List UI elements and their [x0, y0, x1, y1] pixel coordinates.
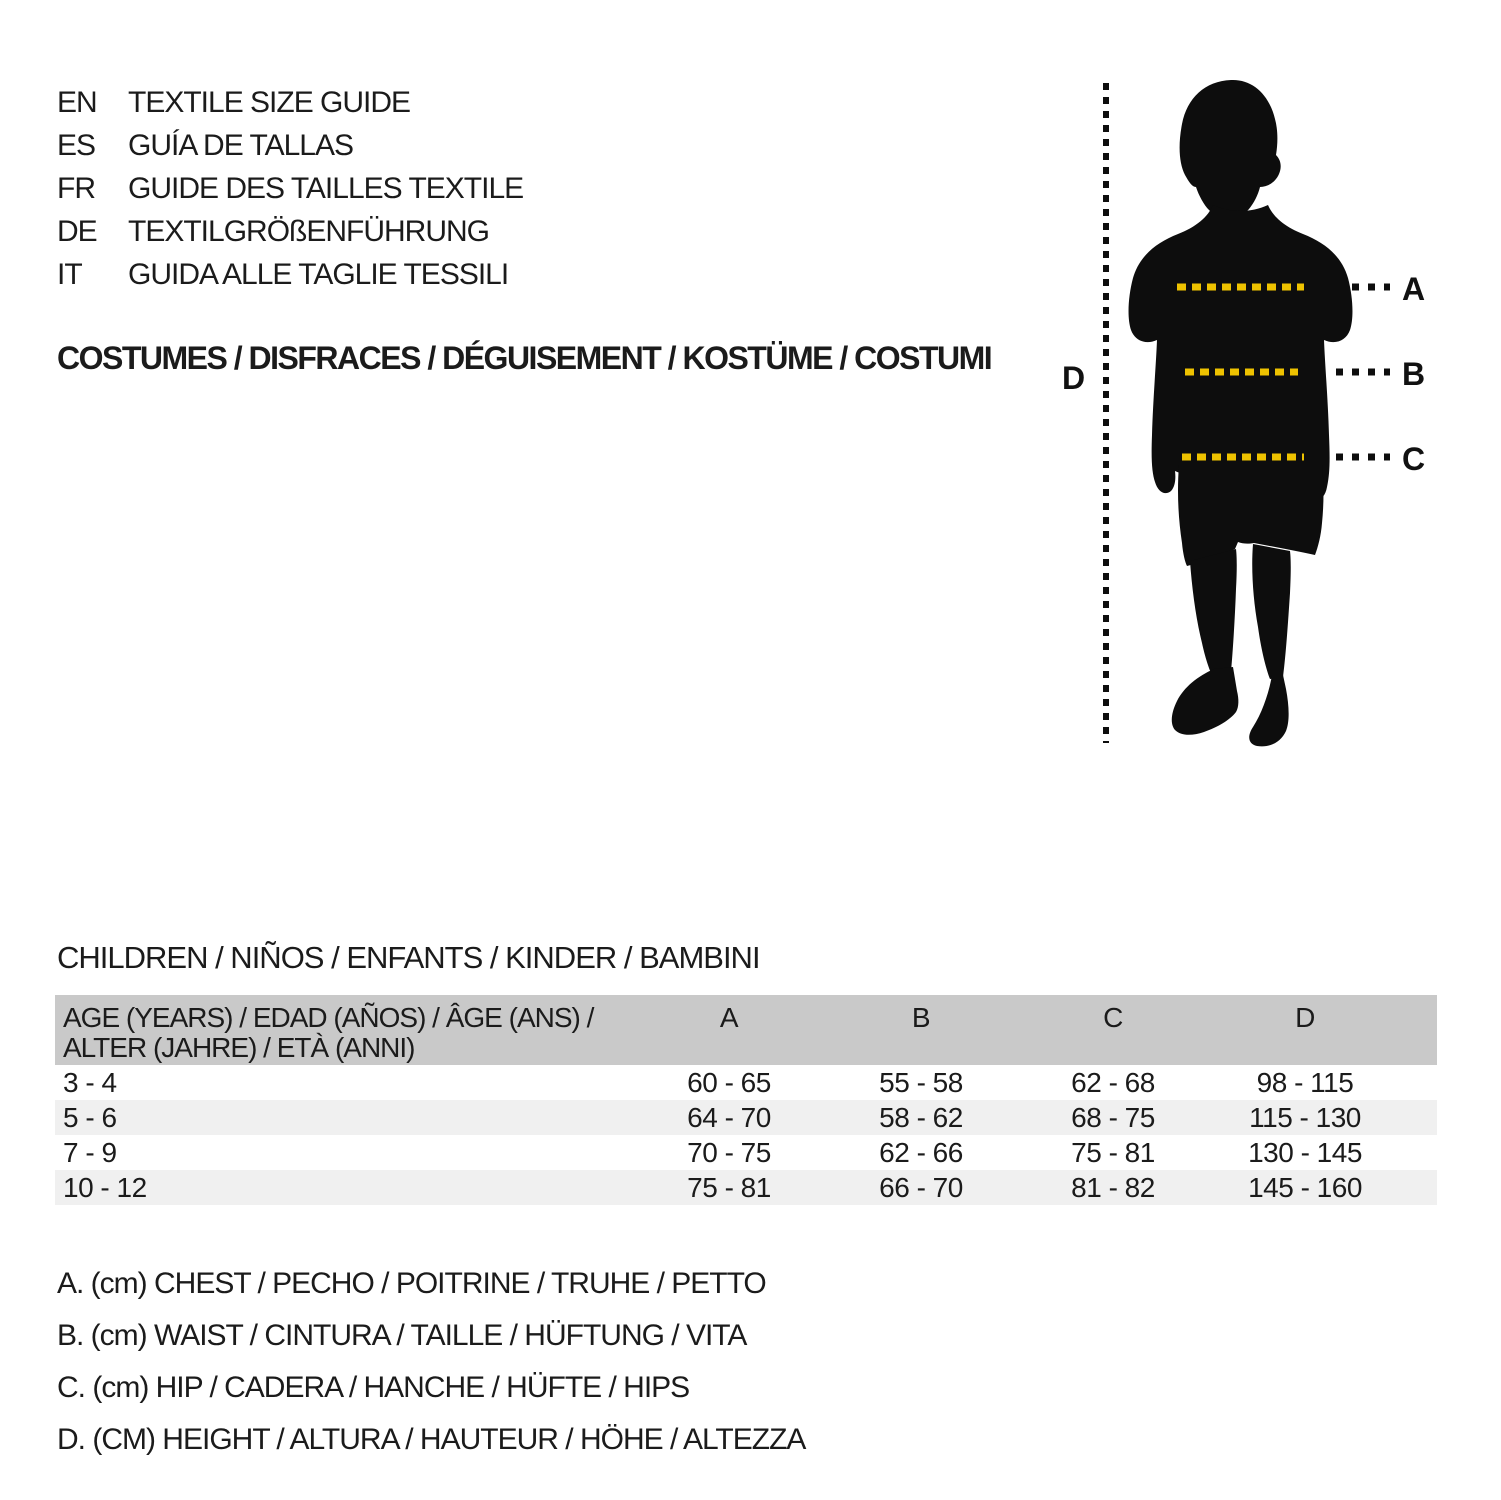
- label-c: C: [1402, 441, 1426, 477]
- language-row-es: [57, 124, 523, 167]
- table-row: [55, 1170, 1437, 1205]
- height-cell: 98 - 115: [1256, 1066, 1354, 1098]
- height-cell: 130 - 145: [1248, 1136, 1362, 1168]
- language-code: DE: [57, 215, 97, 248]
- language-row-en: [57, 81, 523, 124]
- hip-cell: 68 - 75: [1071, 1101, 1155, 1133]
- column-header-b: B: [911, 1002, 931, 1033]
- measurement-legend: [57, 1258, 805, 1466]
- language-code: FR: [57, 172, 95, 205]
- language-label: TEXTILGRÖßENFÜHRUNG: [128, 215, 490, 248]
- measurement-figure: [1040, 75, 1470, 755]
- language-label: GUIDE DES TAILLES TEXTILE: [128, 172, 524, 205]
- language-row-it: [57, 253, 523, 296]
- hip-cell: 75 - 81: [1071, 1136, 1155, 1168]
- language-label: TEXTILE SIZE GUIDE: [128, 86, 411, 119]
- waist-cell: 55 - 58: [879, 1066, 963, 1098]
- column-header-a: A: [719, 1002, 739, 1033]
- size-table: [55, 995, 1437, 1205]
- height-cell: 145 - 160: [1248, 1171, 1362, 1203]
- chest-cell: 60 - 65: [687, 1066, 771, 1098]
- age-cell: 10 - 12: [63, 1171, 147, 1203]
- age-cell: 3 - 4: [63, 1066, 117, 1098]
- label-a: A: [1402, 271, 1426, 307]
- language-code: IT: [57, 258, 82, 291]
- legend-waist: B. (cm) WAIST / CINTURA / TAILLE / HÜFTUNG / VITA: [57, 1319, 747, 1352]
- label-d: D: [1062, 360, 1086, 396]
- legend-hip: C. (cm) HIP / CADERA / HANCHE / HÜFTE / HIPS: [57, 1371, 690, 1404]
- waist-cell: 58 - 62: [879, 1101, 963, 1133]
- chest-cell: 64 - 70: [687, 1101, 771, 1133]
- label-b: B: [1402, 356, 1426, 392]
- table-row: [55, 1065, 1437, 1100]
- height-cell: 115 - 130: [1249, 1101, 1361, 1133]
- language-code: EN: [57, 86, 97, 119]
- legend-chest: A. (cm) CHEST / PECHO / POITRINE / TRUHE / PETTO: [57, 1267, 766, 1300]
- category-title: COSTUMES / DISFRACES / DÉGUISEMENT / KOSTÜME / COSTUMI: [57, 340, 992, 376]
- language-row-fr: [57, 167, 523, 210]
- hip-cell: 81 - 82: [1071, 1171, 1155, 1203]
- language-label: GUIDA ALLE TAGLIE TESSILI: [128, 258, 509, 291]
- language-code: ES: [57, 129, 96, 162]
- child-silhouette: [1129, 80, 1353, 746]
- chest-cell: 70 - 75: [687, 1136, 771, 1168]
- hip-cell: 62 - 68: [1071, 1066, 1155, 1098]
- age-cell: 5 - 6: [63, 1101, 117, 1133]
- waist-cell: 66 - 70: [879, 1171, 963, 1203]
- age-cell: 7 - 9: [63, 1136, 117, 1168]
- legend-height: D. (CM) HEIGHT / ALTURA / HAUTEUR / HÖHE / ALTEZZA: [57, 1423, 806, 1456]
- language-row-de: [57, 210, 523, 253]
- children-section-title: CHILDREN / NIÑOS / ENFANTS / KINDER / BAMBINI: [57, 940, 760, 975]
- chest-cell: 75 - 81: [687, 1171, 771, 1203]
- column-header-d: D: [1295, 1002, 1315, 1033]
- table-row: [55, 1135, 1437, 1170]
- language-list: [57, 81, 523, 296]
- size-table-header: [55, 995, 1437, 1065]
- age-header-line2: ALTER (JAHRE) / ETÀ (ANNI): [63, 1032, 415, 1063]
- waist-cell: 62 - 66: [879, 1136, 963, 1168]
- table-row: [55, 1100, 1437, 1135]
- column-header-c: C: [1103, 1002, 1123, 1033]
- age-column-header: [55, 1003, 633, 1065]
- age-header-line1: AGE (YEARS) / EDAD (AÑOS) / ÂGE (ANS) /: [63, 1002, 594, 1033]
- language-label: GUÍA DE TALLAS: [128, 129, 353, 162]
